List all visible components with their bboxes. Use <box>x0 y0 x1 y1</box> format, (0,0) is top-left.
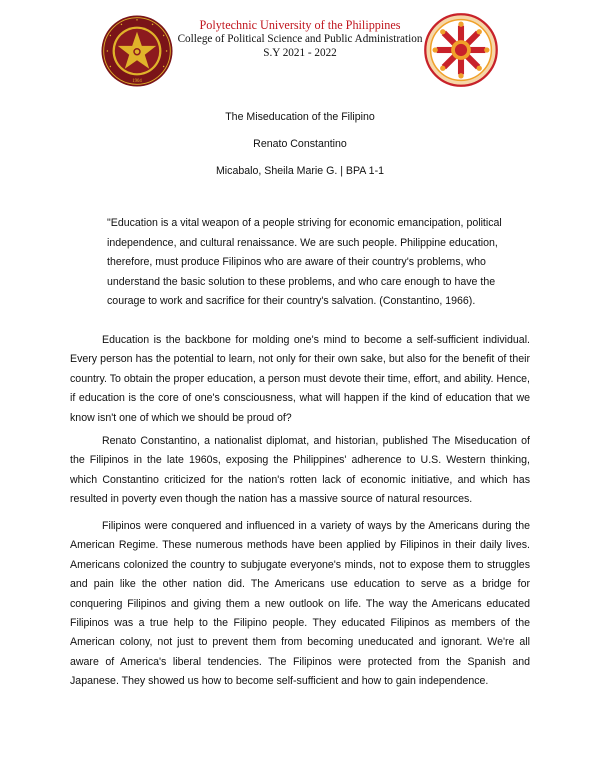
opening-quote: "Education is a vital weapon of a people striving for economic emancipation, political independence, and cultural renaissance. We are such people. Philippine education, therefore, must produce Filipinos who are aware of their country's problems, who understand the basic solution to these problems, and who care enough to have the courage to work and sacrifice for their country's salvation. (Constantino, 1966). <box>107 217 502 308</box>
school-year: S.Y 2021 - 2022 <box>263 47 337 59</box>
university-name: Polytechnic University of the Philippines <box>199 18 401 32</box>
body-paragraph-1: Education is the backbone for molding one's mind to become a self-sufficient individual. Every person has the potential to learn, not only for their own sake, but also for the benefit of their country. To obtain the proper education, a person must devote their time, effort, and ability. Hence, if education is the core of one's consciousness, what will happen if the kind of education that we know isn't one of which we should be proud of? <box>70 334 530 424</box>
student-info: Micabalo, Sheila Marie G. | BPA 1-1 <box>215 165 384 177</box>
body-paragraph-3: Filipinos were conquered and influenced in a variety of ways by the Americans during the American Regime. These numerous methods have been applied by Filipinos in their daily lives. Americans colonized the country to subjugate everyone's minds, not to expose them to struggles and pain like the other nation did. The Americans use education to serve as a bridge for conquering Filipinos and giving them a new outlook on life. The way the Americans educated Filipinos was a true help to the Filipino people. They educated Filipinos as members of the American colony, not just to prevent them from becoming uneducated and ignorant. We're all aware of America's liberal tendencies. The Filipinos were protected from the Spanish and Japanese. They showed us how to become self-sufficient and how to gain independence. <box>70 520 530 688</box>
body-paragraph-2: Renato Constantino, a nationalist diplomat, and historian, published The Miseducation of the Filipinos in the late 1960s, exposing the Philippines' adherence to U.S. Western thinking, which Constantino criticized for the nation's rotten lack of economic initiative, and which has resulted in poverty even though the nation has a massive source of natural resources. <box>70 435 530 506</box>
document-header <box>160 18 440 60</box>
seal-year-text: 1904 <box>132 79 142 85</box>
work-author: Renato Constantino <box>253 138 347 150</box>
college-name: College of Political Science and Public Administration <box>177 33 423 45</box>
work-title: The Miseducation of the Filipino <box>225 111 375 123</box>
